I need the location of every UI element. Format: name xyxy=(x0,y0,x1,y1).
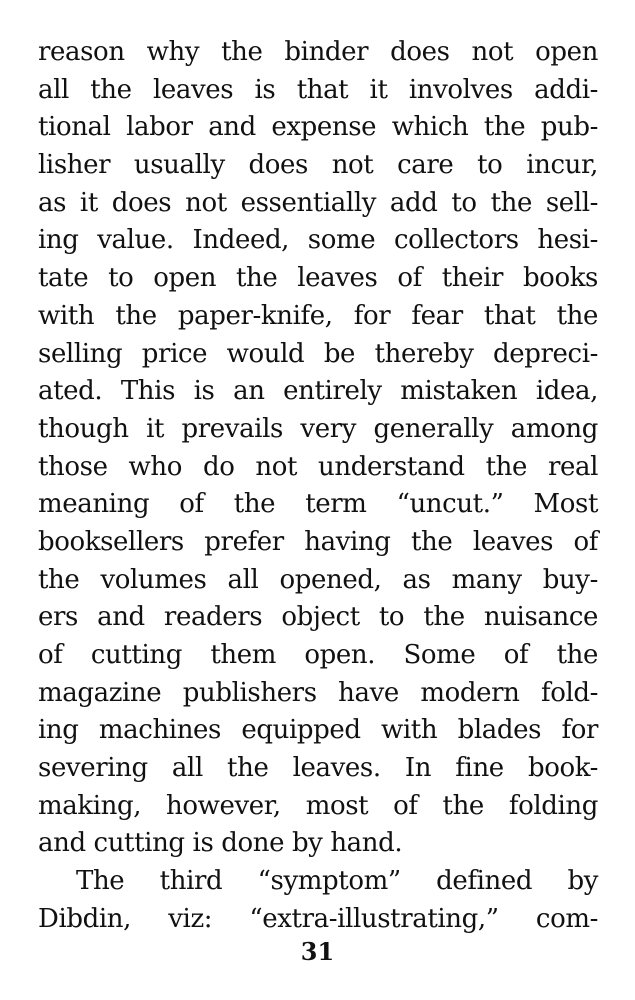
text-line: The third “symptom” defined by xyxy=(76,866,598,897)
text-line: the volumes all opened, as many buy- xyxy=(38,564,598,595)
text-line: though it prevails very generally among xyxy=(38,413,598,444)
text-line: Dibdin, viz: “extra-illustrating,” com- xyxy=(38,903,598,934)
text-line: ing value. Indeed, some collectors hesi- xyxy=(38,225,598,256)
text-line: tate to open the leaves of their books xyxy=(38,263,598,294)
text-line: tional labor and expense which the pub- xyxy=(38,112,598,143)
text-line: with the paper-knife, for fear that the xyxy=(38,300,598,331)
text-line: ated. This is an entirely mistaken idea, xyxy=(38,376,598,407)
text-line: meaning of the term “uncut.” Most xyxy=(38,489,598,520)
text-line: ing machines equipped with blades for xyxy=(38,715,598,746)
text-line: lisher usually does not care to incur, xyxy=(38,150,598,181)
text-line: as it does not essentially add to the sell- xyxy=(38,187,598,218)
text-line: severing all the leaves. In fine book- xyxy=(38,753,598,784)
page-number: 31 xyxy=(300,937,335,966)
text-line: ers and readers object to the nuisance xyxy=(38,602,598,633)
text-line: of cutting them open. Some of the xyxy=(38,640,598,670)
text-line: all the leaves is that it involves addi- xyxy=(38,74,598,105)
text-line: selling price would be thereby depreci- xyxy=(38,338,598,369)
text-line: making, however, most of the folding xyxy=(38,790,598,821)
body-text xyxy=(38,34,598,939)
text-line: magazine publishers have modern fold- xyxy=(38,677,598,708)
text-line: reason why the binder does not open xyxy=(38,37,598,67)
text-line: and cutting is done by hand. xyxy=(38,828,403,859)
text-line: those who do not understand the real xyxy=(38,451,598,482)
text-line: booksellers prefer having the leaves of xyxy=(38,526,598,557)
